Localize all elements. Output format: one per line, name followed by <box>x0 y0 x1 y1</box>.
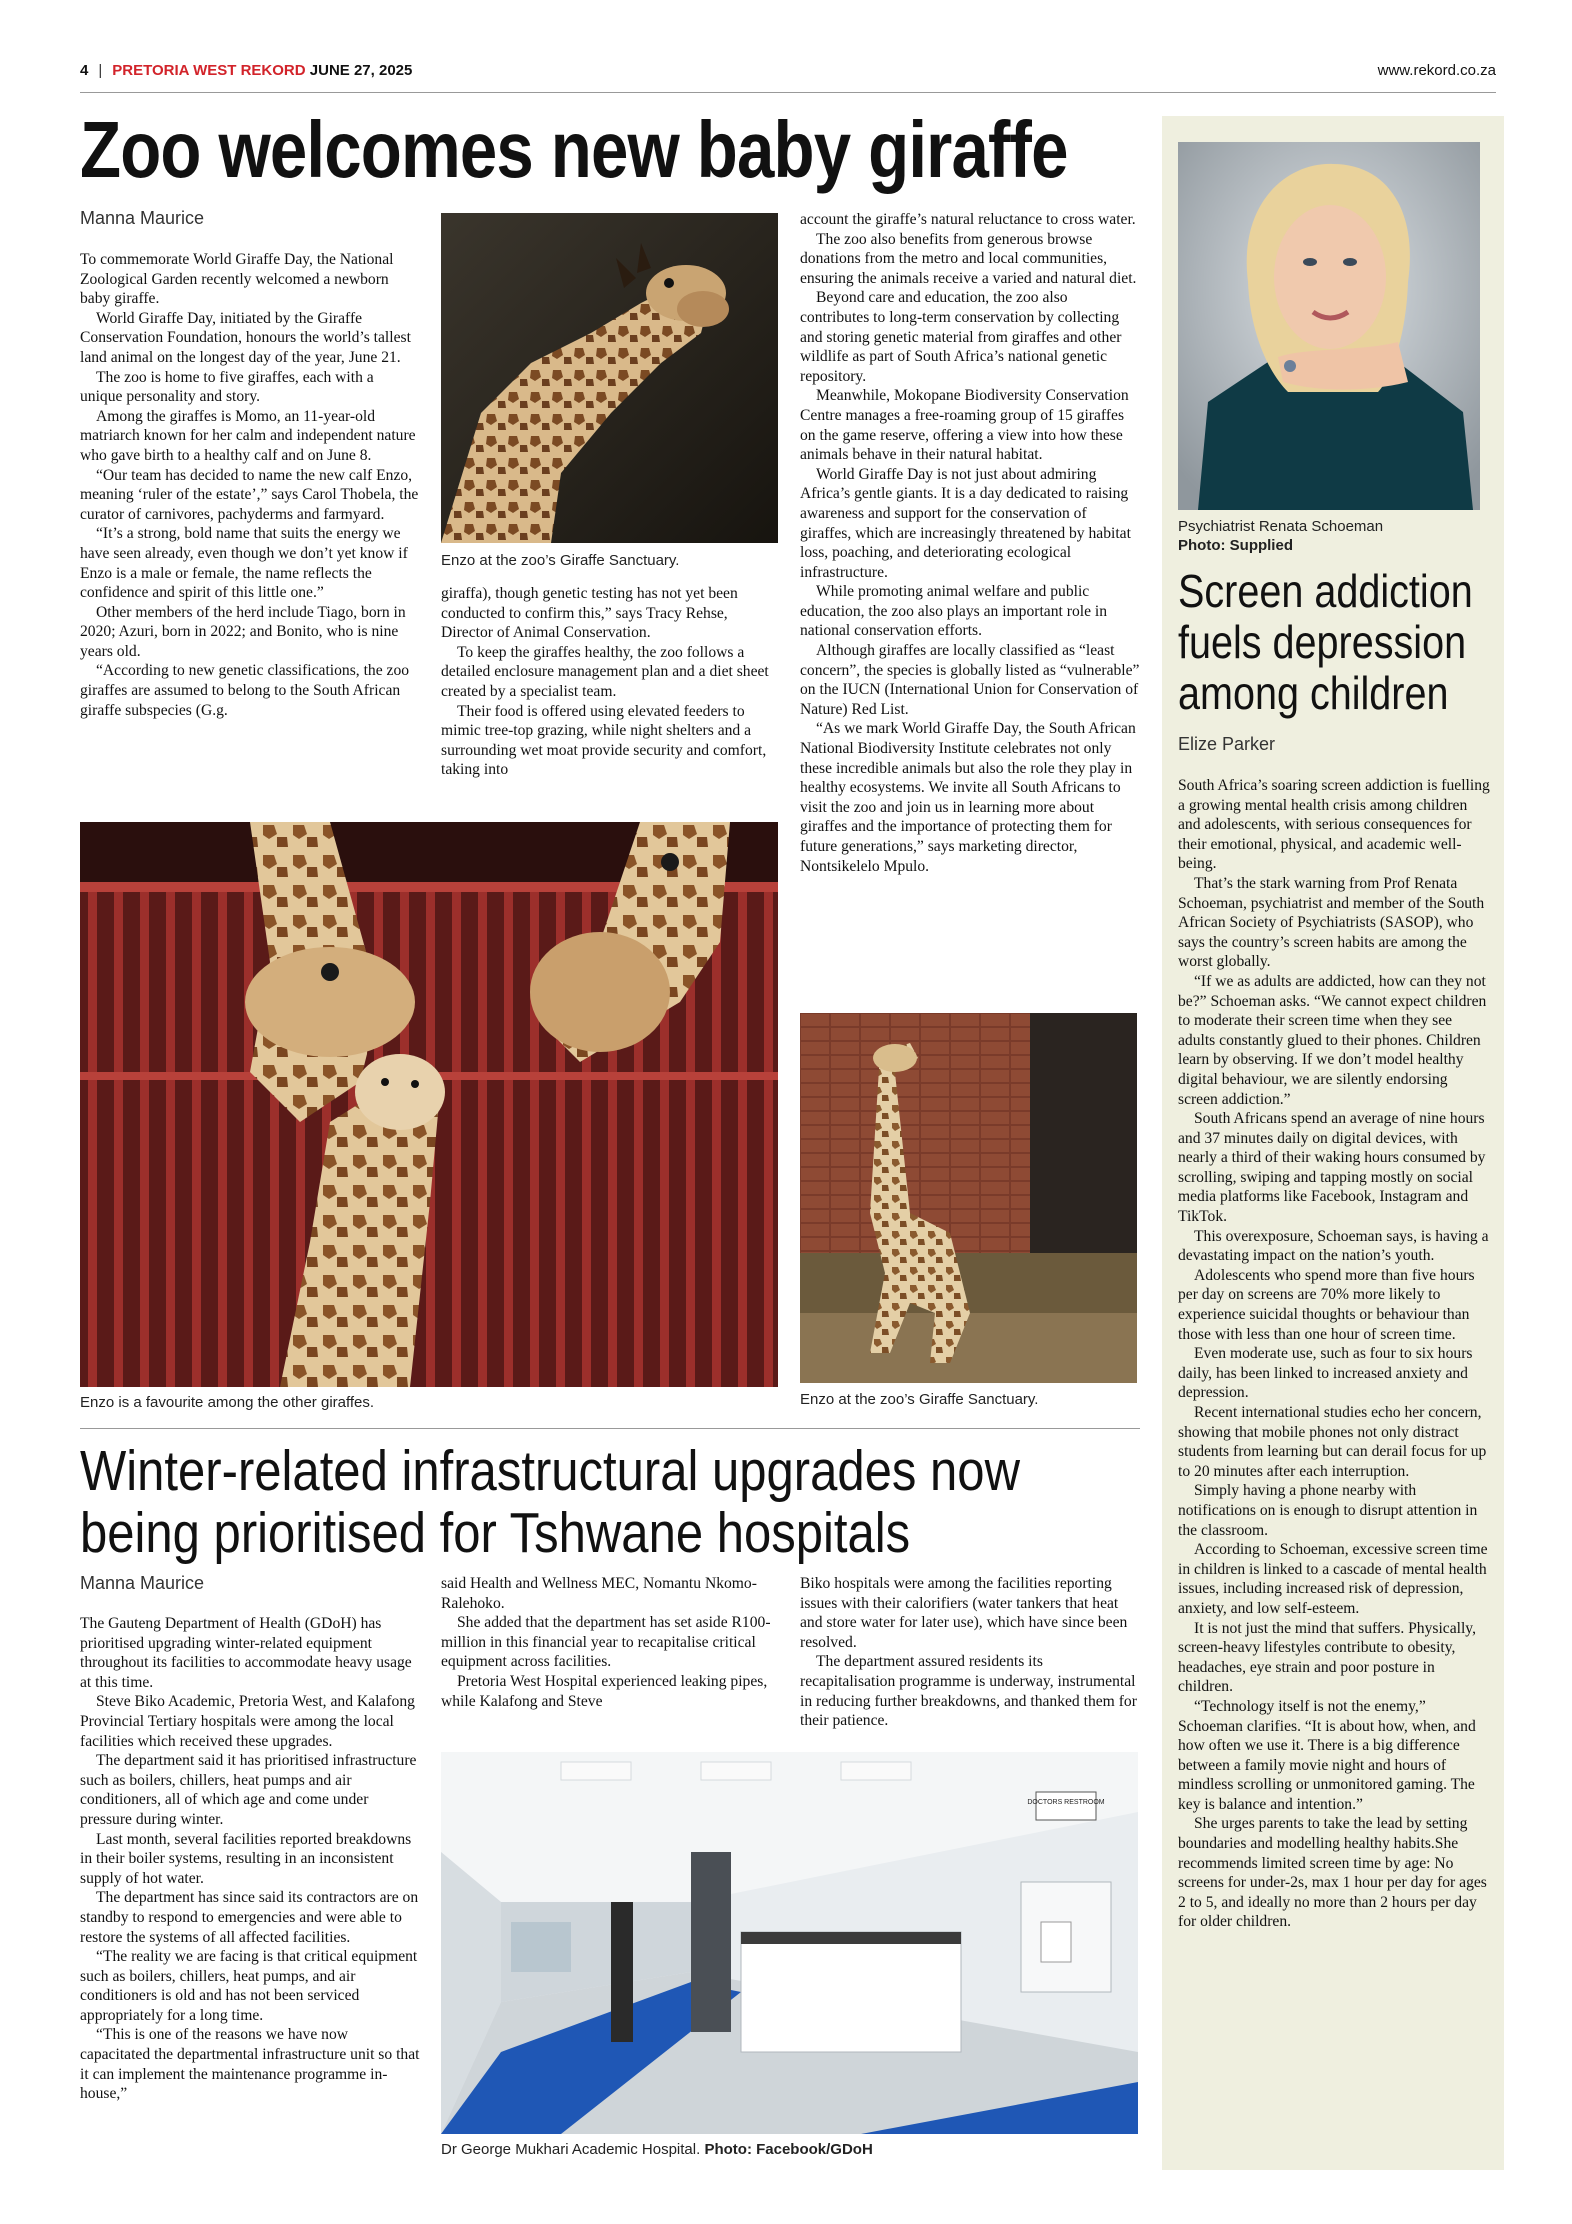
sidebar-byline: Elize Parker <box>1178 734 1276 754</box>
photo-credit: Photo: Facebook/GDoH <box>704 2141 873 2158</box>
paragraph: Steve Biko Academic, Pretoria West, and Kalafong Provincial Tertiary hospitals were among the local facilities which received these upgrades. <box>80 1693 415 1750</box>
paragraph: To commemorate World Giraffe Day, the National Zoological Garden recently welcomed a newborn baby giraffe. <box>80 251 394 308</box>
paragraph: Their food is offered using elevated feeders to mimic tree-top grazing, while night shelters and a surrounding wet moat provide security and comfort, taking into <box>441 702 767 779</box>
paragraph: “According to new genetic classifications, the zoo giraffes are assumed to belong to the South African giraffe subspecies (G.g. <box>80 662 410 719</box>
sidebar-headline <box>1178 566 1473 719</box>
publication-name: PRETORIA WEST REKORD <box>112 62 306 79</box>
hospital-byline: Manna Maurice <box>80 1573 205 1593</box>
paragraph: The department said it has prioritised infrastructure such as boilers, chillers, heat pumps and air conditioners, all of which age and come under pressure during winter. <box>80 1752 417 1828</box>
paragraph: Last month, several facilities reported breakdowns in their boiler systems, resulting in an inconsistent supply of hot water. <box>80 1830 412 1887</box>
photo-credit: Photo: Supplied <box>1178 537 1293 554</box>
header-separator: | <box>98 62 103 79</box>
paragraph: The Gauteng Department of Health (GDoH) has prioritised upgrading winter-related equipment throughout its facilities to accommodate heavy usage at this time. <box>80 1615 412 1691</box>
paragraph: Other members of the herd include Tiago, born in 2020; Azuri, born in 2022; and Bonito, who is nine years old. <box>80 603 406 660</box>
paragraph: While promoting animal welfare and public education, the zoo also plays an important role in national conservation efforts. <box>800 583 1108 640</box>
paragraph: Even moderate use, such as four to six hours daily, has been linked to increased anxiety and depression. <box>1178 1345 1473 1402</box>
photo-caption <box>441 2141 873 2158</box>
paragraph: South Africans spend an average of nine hours and 37 minutes daily on digital devices, with nearly a third of their waking hours consumed by scrolling, swiping and tapping mostly on social media platforms like Facebook, Instagram and TikTok. <box>1178 1110 1486 1226</box>
headline-line: Screen addiction <box>1178 565 1473 617</box>
paragraph: This overexposure, Schoeman says, is having a devastating impact on the nation’s youth. <box>1178 1227 1489 1265</box>
headline-line: among children <box>1178 667 1449 719</box>
paragraph: To keep the giraffes healthy, the zoo follows a detailed enclosure management plan and a diet sheet created by a specialist team. <box>441 643 769 700</box>
paragraph: Meanwhile, Mokopane Biodiversity Conservation Centre manages a free-roaming group of 15 giraffes on the game reserve, offering a view into how these animals behave in their natural habitat. <box>800 387 1129 464</box>
hospital-corridor-photo <box>441 1752 1138 2134</box>
giraffe-headline: Zoo welcomes new baby giraffe <box>80 105 1068 194</box>
paragraph: “The reality we are facing is that critical equipment such as boilers, chillers, heat pumps, and air conditioners is old and has not been serviced appropriately for a long time. <box>80 1948 418 2024</box>
paragraph: “This is one of the reasons we have now capacitated the departmental infrastructure unit so that it can implement the maintenance programme in-house,” <box>80 2026 420 2103</box>
hospital-column-3 <box>800 1574 1140 1731</box>
doctors-restroom-sign: DOCTORS RESTROOM <box>1027 1799 1105 1806</box>
page-header <box>80 62 412 79</box>
giraffe-calf-standing-photo <box>800 1013 1137 1383</box>
hospital-headline <box>80 1440 1020 1564</box>
psychiatrist-portrait-photo <box>1178 142 1480 510</box>
photo-caption: Enzo at the zoo’s Giraffe Sanctuary. <box>441 552 680 569</box>
paragraph: “As we mark World Giraffe Day, the South African National Biodiversity Institute celebrates not only these incredible animals but also the role they play in healthy ecosystems. We invite all South Africans to visit the zoo and join us in learning more about giraffes and the importance of protecting them for future generations,” says marketing director, Nontsikelelo Mpulo. <box>800 720 1136 875</box>
paragraph: Pretoria West Hospital experienced leaking pipes, while Kalafong and Steve <box>441 1672 768 1710</box>
giraffe-byline: Manna Maurice <box>80 208 205 228</box>
paragraph: She added that the department has set aside R100-million in this financial year to recapitalise critical equipment across facilities. <box>441 1614 771 1671</box>
hospital-column-1 <box>80 1614 420 2104</box>
headline-line: fuels depression <box>1178 616 1467 668</box>
paragraph: The department has since said its contractors are on standby to respond to emergencies and were able to restore the systems of all affected facilities. <box>80 1889 419 1946</box>
hospital-column-2 <box>441 1574 777 1711</box>
paragraph: Although giraffes are locally classified as “least concern”, the species is globally listed as “vulnerable” on the IUCN (International Union for Conservation of Nature) Red List. <box>800 642 1140 718</box>
giraffe-column-3 <box>800 210 1140 876</box>
header-rule <box>80 92 1496 93</box>
paragraph: “It’s a strong, bold name that suits the energy we have seen already, even though we don’t yet know if Enzo is a male or female, the name reflects the confidence and spirit of this little one.” <box>80 525 408 602</box>
paragraph: World Giraffe Day is not just about admiring Africa’s gentle giants. It is a day dedicated to raising awareness and support for the conservation of giraffes, which are increasingly threatened by habitat loss, poaching, and deteriorating ecological infrastructure. <box>800 465 1131 581</box>
headline-line: being prioritised for Tshwane hospitals <box>80 1501 911 1565</box>
paragraph: The zoo also benefits from generous browse donations from the metro and local communities, ensuring the animals receive a varied and natural diet. <box>800 230 1137 287</box>
giraffes-at-gate-photo <box>80 822 778 1387</box>
caption-text: Dr George Mukhari Academic Hospital. <box>441 2141 701 2158</box>
paragraph: Simply having a phone nearby with notifications on is enough to disrupt attention in the classroom. <box>1178 1482 1478 1539</box>
paragraph: The department assured residents its recapitalisation programme is underway, instrumental in reducing further breakdowns, and thanked them for their patience. <box>800 1653 1137 1730</box>
photo-caption: Enzo is a favourite among the other giraffes. <box>80 1394 375 1411</box>
giraffe-calf-closeup-photo <box>441 213 778 543</box>
giraffe-column-2 <box>441 584 777 780</box>
paragraph: giraffa), though genetic testing has not yet been conducted to confirm this,” says Tracy Rehse, Director of Animal Conservation. <box>441 585 738 642</box>
paragraph: “Our team has decided to name the new calf Enzo, meaning ‘ruler of the estate’,” says Carol Thobela, the curator of carnivores, pachyderms and farmyard. <box>80 466 419 523</box>
paragraph: According to Schoeman, excessive screen time in children is linked to a cascade of mental health issues, including increased risk of depression, anxiety, and low self-esteem. <box>1178 1541 1488 1617</box>
paragraph: World Giraffe Day, initiated by the Giraffe Conservation Foundation, honours the world’s tallest land animal on the longest day of the year, June 21. <box>80 309 411 366</box>
paragraph: The zoo is home to five giraffes, each with a unique personality and story. <box>80 368 374 406</box>
caption-text: Psychiatrist Renata Schoeman <box>1178 518 1384 535</box>
paragraph: She urges parents to take the lead by setting boundaries and modelling healthy habits.She recommends limited screen time by age: No screens for under-2s, max 1 hour per day for ages 2 to 5, and ideally no more than 2 hours per day for older children. <box>1178 1815 1487 1931</box>
paragraph: South Africa’s soaring screen addiction is fuelling a growing mental health crisis among children and adolescents, with serious consequences for their emotional, physical, and academic well-being. <box>1178 777 1490 873</box>
paragraph: said Health and Wellness MEC, Nomantu Nkomo-Ralehoko. <box>441 1575 757 1612</box>
paragraph: “If we as adults are addicted, how can they not be?” Schoeman asks. “We cannot expect children to moderate their screen time when they see adults constantly glued to their phones. Children learn by observing. If we don’t model healthy digital behaviour, we are silently endorsing screen addiction.” <box>1178 972 1487 1108</box>
photo-caption: Enzo at the zoo’s Giraffe Sanctuary. <box>800 1391 1039 1408</box>
paragraph: That’s the stark warning from Prof Renata Schoeman, psychiatrist and member of the South African Society of Psychiatrists (SASOP), who says the country’s screen habits are among the worst globally. <box>1178 874 1485 971</box>
sidebar-body <box>1178 776 1490 1932</box>
issue-date: JUNE 27, 2025 <box>309 62 413 79</box>
paragraph: Recent international studies echo her concern, showing that mobile phones not only distract students from learning but can derail focus for up to 20 minutes after each interruption. <box>1178 1404 1487 1480</box>
portrait-caption <box>1178 517 1383 555</box>
website-link[interactable]: www.rekord.co.za <box>1377 62 1496 79</box>
section-divider <box>80 1428 1140 1429</box>
paragraph: It is not just the mind that suffers. Physically, screen-heavy lifestyles contribute to obesity, headaches, eye strain and poor posture in children. <box>1178 1619 1476 1696</box>
paragraph: Biko hospitals were among the facilities reporting issues with their calorifiers (water tankers that heat and store water for later use), which have since been resolved. <box>800 1575 1128 1651</box>
paragraph: Among the giraffes is Momo, an 11-year-old matriarch known for her calm and independent nature who gave birth to a healthy calf and on June 8. <box>80 407 416 464</box>
giraffe-column-1 <box>80 250 420 720</box>
paragraph: Adolescents who spend more than five hours per day on screens are 70% more likely to experience suicidal thoughts or behaviour than those with less than one hour of screen time. <box>1178 1266 1475 1343</box>
page-number: 4 <box>80 62 89 79</box>
paragraph: Beyond care and education, the zoo also contributes to long-term conservation by collecting and storing genetic material from giraffes and other wildlife as part of South Africa’s national genetic repository. <box>800 289 1122 385</box>
paragraph: account the giraffe’s natural reluctance to cross water. <box>800 211 1136 228</box>
headline-line: Winter-related infrastructural upgrades now <box>80 1439 1020 1503</box>
paragraph: “Technology itself is not the enemy,” Schoeman clarifies. “It is about how, when, and how often we use it. There is a big difference between a family movie night and hours of mindless scrolling or unmonitored gaming. The key is balance and intention.” <box>1178 1697 1476 1813</box>
